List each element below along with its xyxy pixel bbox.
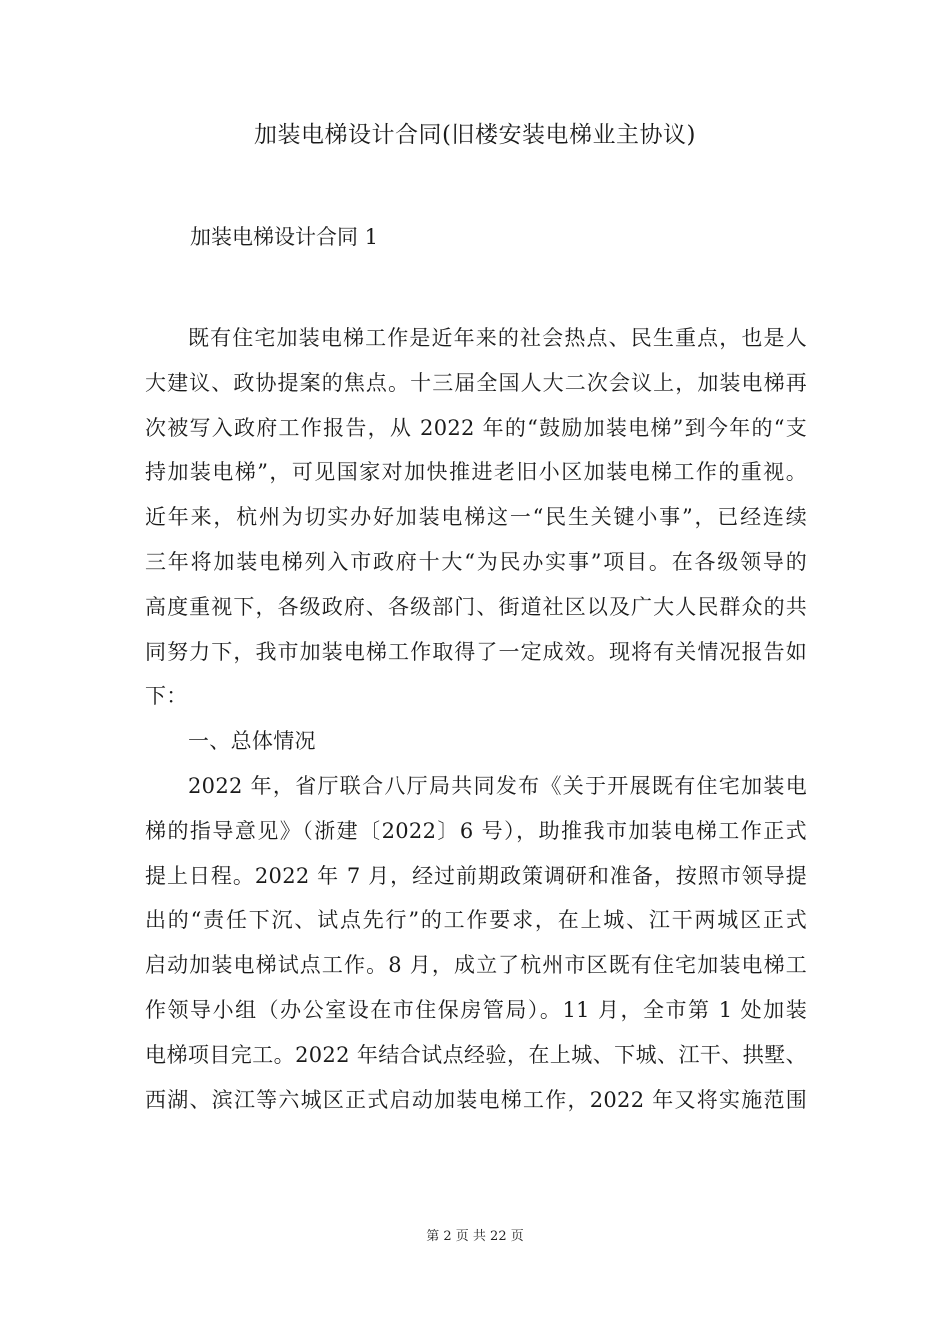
body-line: 次被写入政府工作报告，从 2022 年的“鼓励加装电梯”到今年的“支 <box>145 415 807 440</box>
body-line: 作领导小组（办公室设在市住保房管局）。11 月，全市第 1 处加装 <box>145 997 807 1022</box>
body-line: 西湖、滨江等六城区正式启动加装电梯工作，2022 年又将实施范围 <box>145 1087 807 1112</box>
body-line: 大建议、政协提案的焦点。十三届全国人大二次会议上，加装电梯再 <box>145 370 807 395</box>
body-line: 2022 年，省厅联合八厅局共同发布《关于开展既有住宅加装电 <box>188 773 807 798</box>
page-footer: 第 2 页 共 22 页 <box>426 1229 524 1244</box>
body-line: 同努力下，我市加装电梯工作取得了一定成效。现将有关情况报告如 <box>145 639 807 664</box>
body-line: 高度重视下，各级政府、各级部门、街道社区以及广大人民群众的共 <box>145 594 807 619</box>
body-line: 电梯项目完工。2022 年结合试点经验，在上城、下城、江干、拱墅、 <box>145 1042 807 1067</box>
document-title: 加装电梯设计合同(旧楼安装电梯业主协议) <box>254 122 696 148</box>
body-line: 既有住宅加装电梯工作是近年来的社会热点、民生重点，也是人 <box>188 326 807 350</box>
body-line: 持加装电梯”，可见国家对加快推进老旧小区加装电梯工作的重视。 <box>145 460 807 485</box>
body-line: 下： <box>145 684 188 709</box>
body-line: 启动加装电梯试点工作。8 月，成立了杭州市区既有住宅加装电梯工 <box>145 953 807 978</box>
body-line: 近年来，杭州为切实办好加装电梯这一“民生关键小事”，已经连续 <box>145 505 807 530</box>
body-text <box>145 316 807 1122</box>
body-line: 提上日程。2022 年 7 月，经过前期政策调研和准备，按照市领导提 <box>145 863 807 888</box>
body-line: 一、总体情况 <box>188 729 316 754</box>
body-line: 梯的指导意见》（浙建〔2022〕6 号），助推我市加装电梯工作正式 <box>145 818 807 843</box>
body-line: 出的“责任下沉、试点先行”的工作要求，在上城、江干两城区正式 <box>145 908 807 933</box>
section-title: 加装电梯设计合同 1 <box>190 225 379 249</box>
body-line: 三年将加装电梯列入市政府十大“为民办实事”项目。在各级领导的 <box>145 549 807 574</box>
